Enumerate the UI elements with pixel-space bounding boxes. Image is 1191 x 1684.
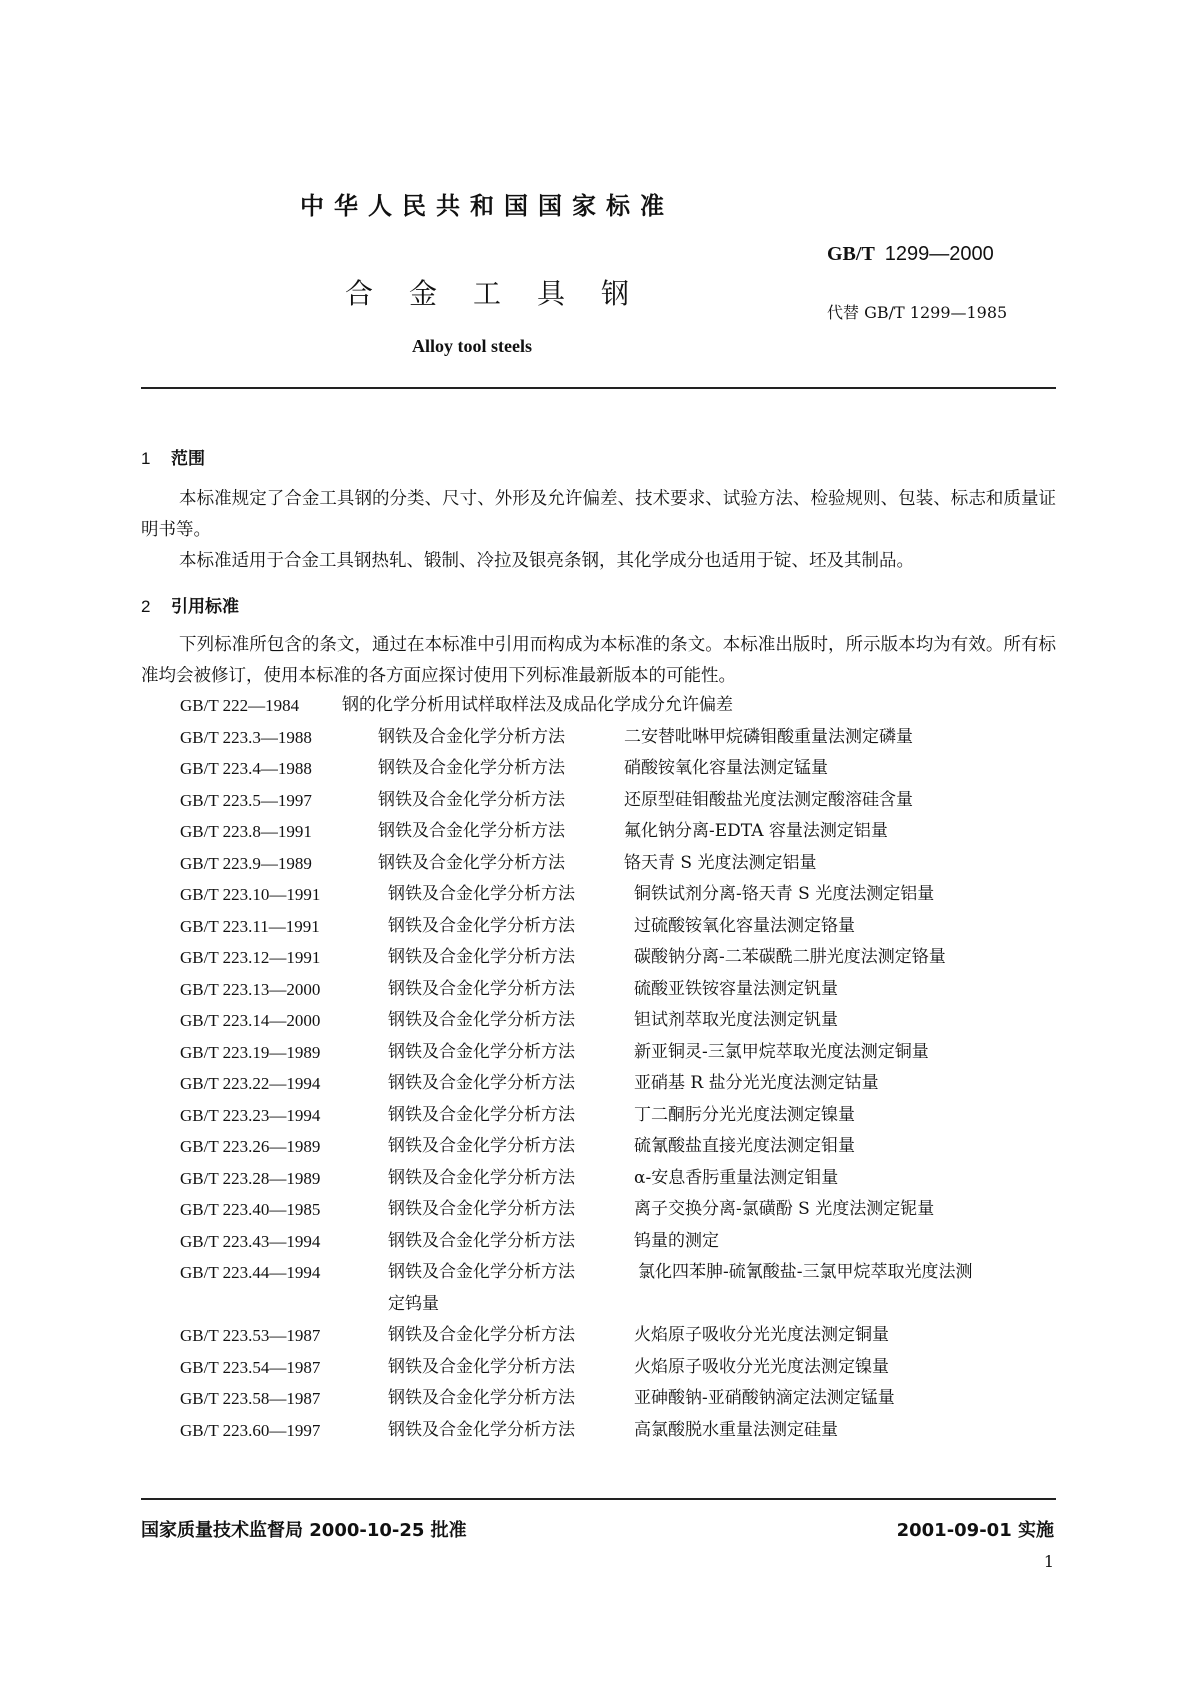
- header-divider: [141, 387, 1056, 389]
- section-number: 2: [141, 597, 151, 616]
- section-1-paragraph: 本标准规定了合金工具钢的分类、尺寸、外形及允许偏差、技术要求、试验方法、检验规则、包装、标志和质量证明书等。: [141, 489, 1056, 540]
- reference-item: GB/T 223.3—1988 钢铁及合金化学分析方法 二安替吡啉甲烷磷钼酸重量法测定磷量: [180, 726, 913, 747]
- standard-number: [827, 241, 994, 266]
- reference-list: [180, 690, 1060, 1446]
- reference-item: GB/T 223.12—1991 钢铁及合金化学分析方法 碳酸钠分离-二苯碳酰二肼光度法测定铬量: [180, 947, 946, 967]
- reference-item: GB/T 223.40—1985 钢铁及合金化学分析方法 离子交换分离-氯磺酚 S 光度法测定铌量: [180, 1199, 935, 1219]
- standard-code: 1299—2000: [884, 243, 994, 265]
- section-title: 引用标准: [171, 597, 239, 617]
- reference-item: GB/T 223.8—1991 钢铁及合金化学分析方法 氟化钠分离-EDTA 容量法测定铝量: [180, 821, 888, 841]
- reference-item: GB/T 223.54—1987 钢铁及合金化学分析方法 火焰原子吸收分光光度法测定镍量: [180, 1356, 889, 1377]
- page-title: 合金工具钢: [345, 277, 666, 310]
- effective-date: 2001-09-01 实施: [896, 1520, 1054, 1541]
- reference-item: GB/T 223.14—2000 钢铁及合金化学分析方法 钽试剂萃取光度法测定钒量: [180, 1010, 838, 1030]
- reference-item: GB/T 223.23—1994 钢铁及合金化学分析方法 丁二酮肟分光光度法测定镍量: [180, 1104, 855, 1125]
- reference-item: GB/T 223.44—1994 钢铁及合金化学分析方法 氯化四苯胂-硫氰酸盐-三氯甲烷萃取光度法测 定钨量: [180, 1262, 973, 1314]
- page-number: 1: [1043, 1552, 1054, 1571]
- section-1-heading: [141, 444, 205, 469]
- reference-item: GB/T 223.9—1989 钢铁及合金化学分析方法 铬天青 S 光度法测定铝量: [180, 852, 817, 873]
- reference-item: GB/T 223.5—1997 钢铁及合金化学分析方法 还原型硅钼酸盐光度法测定酸溶硅含量: [180, 789, 913, 810]
- section-1-paragraph: 本标准适用于合金工具钢热轧、锻制、冷拉及银亮条钢，其化学成分也适用于锭、坯及其制品。: [179, 551, 914, 571]
- reference-item: GB/T 223.43—1994 钢铁及合金化学分析方法 钨量的测定: [180, 1230, 719, 1251]
- reference-item: GB/T 223.58—1987 钢铁及合金化学分析方法 亚砷酸钠-亚硝酸钠滴定法测定锰量: [180, 1388, 895, 1408]
- approval-note: 国家质量技术监督局 2000-10-25 批准: [141, 1520, 467, 1541]
- english-title: Alloy tool steels: [412, 336, 532, 356]
- section-title: 范围: [171, 449, 205, 469]
- reference-item: GB/T 223.26—1989 钢铁及合金化学分析方法 硫氰酸盐直接光度法测定钼量: [180, 1136, 855, 1156]
- reference-item: GB/T 223.4—1988 钢铁及合金化学分析方法 硝酸铵氧化容量法测定锰量: [180, 758, 828, 778]
- footer-divider: [141, 1498, 1056, 1500]
- reference-item: GB/T 223.10—1991 钢铁及合金化学分析方法 铜铁试剂分离-铬天青 S 光度法测定铝量: [180, 884, 935, 904]
- reference-item: GB/T 223.11—1991 钢铁及合金化学分析方法 过硫酸铵氧化容量法测定铬量: [180, 915, 855, 936]
- reference-item: GB/T 223.22—1994 钢铁及合金化学分析方法 亚硝基 R 盐分光光度法测定钴量: [180, 1073, 879, 1093]
- section-number: 1: [141, 449, 151, 468]
- reference-item: GB/T 223.28—1989 钢铁及合金化学分析方法 α-安息香肟重量法测定钼量: [180, 1167, 839, 1188]
- replaces-note: 代替 GB/T 1299—1985: [827, 303, 1008, 322]
- standard-prefix: GB/T: [827, 243, 875, 265]
- reference-item: GB/T 223.19—1989 钢铁及合金化学分析方法 新亚铜灵-三氯甲烷萃取光度法测定铜量: [180, 1041, 929, 1062]
- reference-item: GB/T 223.53—1987 钢铁及合金化学分析方法 火焰原子吸收分光光度法测定铜量: [180, 1325, 889, 1345]
- section-2-paragraph: 下列标准所包含的条文，通过在本标准中引用而构成为本标准的条文。本标准出版时，所示版本均为有效。所有标准均会被修订，使用本标准的各方面应探讨使用下列标准最新版本的可能性。: [141, 635, 1056, 686]
- reference-item: GB/T 223.13—2000 钢铁及合金化学分析方法 硫酸亚铁铵容量法测定钒量: [180, 978, 838, 999]
- reference-item: GB/T 222—1984 钢的化学分析用试样取样法及成品化学成分允许偏差: [180, 695, 733, 715]
- reference-item: GB/T 223.60—1997 钢铁及合金化学分析方法 高氯酸脱水重量法测定硅量: [180, 1419, 838, 1440]
- section-2-heading: [141, 592, 239, 617]
- national-standard-heading: 中华人民共和国国家标准: [300, 192, 674, 220]
